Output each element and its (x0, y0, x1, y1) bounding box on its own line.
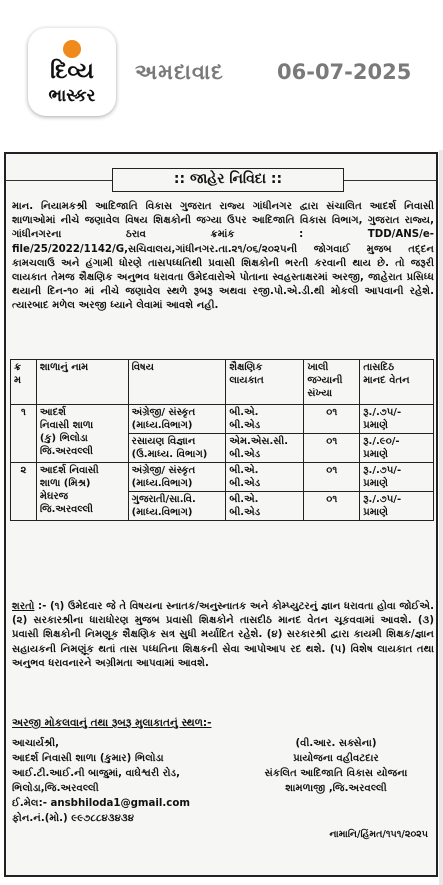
email-line: ઈ.મેલ:- ansbhiloda1@gmail.com (12, 798, 190, 809)
notice-intro: માન. નિયામકશ્રી આદિજાતિ વિકાસ ગુજરાત રાજ્ય ગાંધીનગર દ્વારા સંચાલિત આદર્શ નિવાસી શાળાઓમાં નીચે જણાવેલ વિષય શિક્ષકોની જગ્યા ઉપર આદિજાતિ વિકાસ વિભાગ, ગુજરાત રાજ્ય, ગાંધીનગરના ઠરાવ ક્રમાંક : TDD/ANS/e-file/25/2022/1142/G,સચિવાલય,ગાંધીનગર.તા.૨૧/૦૬/૨૦૨૫ની જોગવાઈ મુજબ તદ્દન કામચલાઉ અને હંગામી ધોરણે તાસપધ્ધતિથી પ્રવાસી શિક્ષકોની ભરતી કરવાની થાય છે. તો જરૂરી લાયકાત તેમજ શૈક્ષણિક અનુભવ ધરાવતા ઉમેદવારોએ પોતાના સ્વહસ્તાક્ષરમાં અરજી, જાહેરાત પ્રસિધ્ધ થયાની દિન-૧૦ માં નીચે જણાવેલ સ્થળે રૂબરૂ અથવા રજી.પો.એ.ડી.થી મોકલી આપવાની રહેશે. ત્યારબાદ મળેલ અરજી ધ્યાને લેવામાં આવશે નહી. (12, 201, 434, 312)
qualification-cell: બી.એ. બી.એડ (226, 492, 304, 521)
pay-cell: રૂ./.૭૫/- પ્રમાણે (360, 405, 434, 434)
tender-notice (4, 152, 438, 877)
signatory-name: (વી.આર. સક્સેના) (295, 738, 377, 749)
edition-date: 06-07-2025 (277, 60, 412, 84)
serial-cell: ૨ (11, 463, 37, 521)
sun-icon (63, 40, 81, 58)
header-cell: શાળાનું નામ (36, 360, 128, 405)
subject-cell: અંગ્રેજી/ સંસ્કૃત (માધ્ય.વિભાગ) (128, 463, 226, 492)
qualification-cell: એમ.એસ.સી. બી.એડ (226, 434, 304, 463)
app-header (0, 0, 443, 140)
reference-number: નામાનિ/હિંમત/૧૫૧/૨૦૨૫ (329, 829, 428, 840)
table-row (11, 405, 434, 434)
school-cell: આદર્શ નિવાસી શાળા (કુ) ભિલોડા જિ.અરવલ્લી (36, 405, 128, 463)
applicant-address (12, 736, 190, 826)
terms-label: શરતો (12, 601, 35, 612)
address-line: ભિલોડા,જિ.અરવલ્લી (12, 783, 99, 794)
vacancy-table (10, 359, 434, 521)
pay-cell: રૂ./.૯૦/- પ્રમાણે (360, 434, 434, 463)
signatory-title: પ્રાયોજના વહીવટદાર (293, 753, 379, 764)
qualification-cell: બી.એ. બી.એડ (226, 463, 304, 492)
pay-cell: રૂ./.૭૫/- પ્રમાણે (360, 492, 434, 521)
subject-cell: ગુજરાતી/સા.વિ. (માધ્ય.વિભાગ) (128, 492, 226, 521)
phone-line: ફોન.નં.(મો.) ૯૯૭૮૮૪૩૪૩૪ (12, 813, 135, 824)
notice-title: :: જાહેર નિવિદા :: (112, 168, 344, 192)
page-edge (439, 150, 443, 885)
signatory-place: શામળાજી ,જિ.અરવલ્લી (285, 783, 387, 794)
table-body (11, 405, 434, 521)
logo-line-1: દિવ્ય (50, 59, 94, 84)
table-row (11, 463, 434, 492)
terms-paragraph (12, 600, 434, 671)
edition-city: અમદાવાદ (135, 60, 224, 84)
header-cell: વિષય (128, 360, 226, 405)
address-line: આદર્શ નિવાસી શાળા (કુમાર) ભિલોડા (12, 753, 164, 764)
logo-line-2: ભાસ્કર (48, 86, 96, 106)
terms-text: :- (૧) ઉમેદવાર જે તે વિષયના સ્નાતક/અનુસ્નાતક અને કોમ્પ્યુટરનું જ્ઞાન ધરાવતા હોવા જોઈએ. (૨) સરકારશ્રીના ધારાધોરણ મુજબ પ્રવાસી શિક્ષકોને તાસદીઠ માનદ વેતન ચૂકવવામાં આવશે. (૩) પ્રવાસી શિક્ષકોની નિમણૂક શૈક્ષણિક સત્ર સુધી મર્યાદિત રહેશે. (૪) સરકારશ્રી દ્વારા કાયમી શિક્ષક/જ્ઞાન સહાયકની નિમણૂંક થતાં તાસ પધ્ધતિના શિક્ષકની સેવા આપોઆપ રદ થશે. (૫) વિશેષ લાયકાત તથા અનુભવ ધરાવનારને અગ્રીમતા આપવામાં આવશે. (12, 601, 434, 669)
header-cell: તાસદિઠ માનદ વેતન (360, 360, 434, 405)
address-line: આચાર્યશ્રી, (12, 738, 60, 749)
qualification-cell: બી.એ. બી.એડ (226, 405, 304, 434)
signatory-block (238, 736, 434, 796)
divya-bhaskar-logo (28, 28, 116, 116)
header-cell: શૈક્ષણિક લાયકાત (226, 360, 304, 405)
subject-cell: રસાયણ વિજ્ઞાન (ઉ.માધ્ય. વિભાગ) (128, 434, 226, 463)
subject-cell: અંગ્રેજી/ સંસ્કૃત (માધ્ય.વિભાગ) (128, 405, 226, 434)
vacancy-cell: ૦૧ (304, 405, 360, 434)
header-cell: ખાલી જગ્યાની સંખ્યા (304, 360, 360, 405)
table-header-row (11, 360, 434, 405)
school-cell: આદર્શ નિવાસી શાળા (મિશ્ર) મેઘરજ જિ.અરવલ્લી (36, 463, 128, 521)
pay-cell: રૂ./.૭૫/- પ્રમાણે (360, 463, 434, 492)
signatory-office: સંકલિત આદિજાતિ વિકાસ યોજના (264, 768, 408, 779)
vacancy-cell: ૦૧ (304, 434, 360, 463)
vacancy-cell: ૦૧ (304, 463, 360, 492)
header-cell: ક્ર મ (11, 360, 37, 405)
apply-heading: અરજી મોકલવાનું તથા રૂબરૂ મુલાકાતનું સ્થળ:- (12, 717, 212, 729)
vacancy-cell: ૦૧ (304, 492, 360, 521)
address-line: આઈ.ટી.આઈ.ની બાજુમાં, વાઘેશ્વરી રોડ, (12, 768, 180, 779)
serial-cell: ૧ (11, 405, 37, 463)
